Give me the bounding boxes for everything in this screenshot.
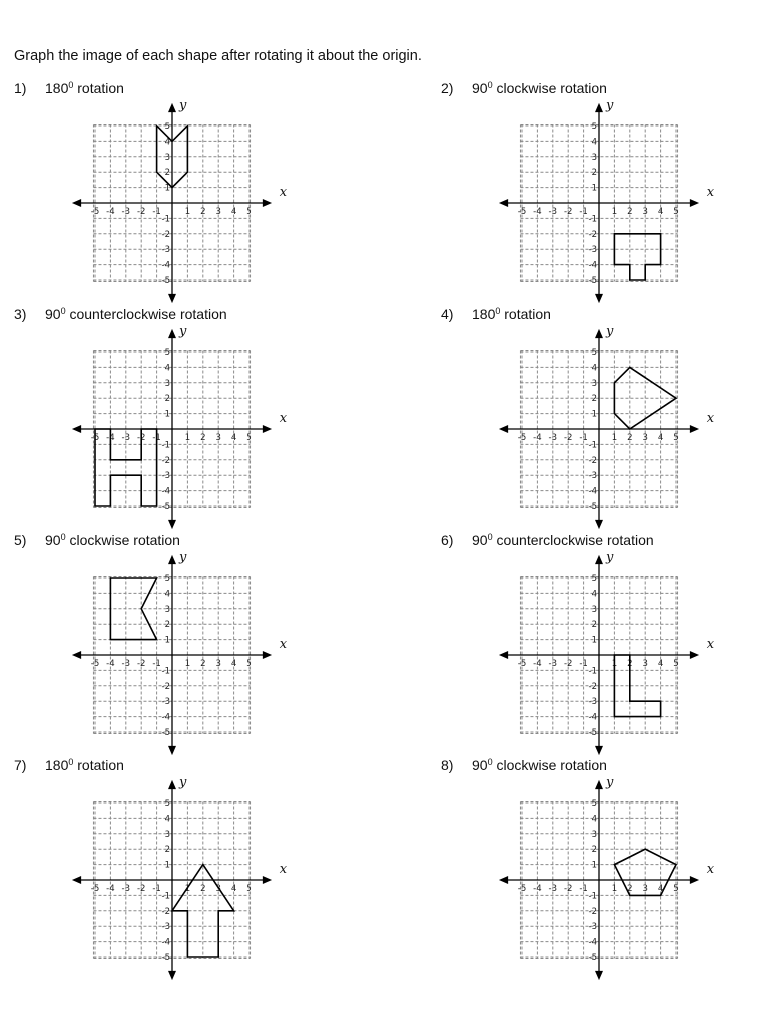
axis-arrow-icon <box>690 651 699 659</box>
x-tick-label: -1 <box>152 884 161 894</box>
x-tick-label: -5 <box>90 884 100 894</box>
y-tick-label: 5 <box>164 348 170 358</box>
y-tick-label: -3 <box>161 471 170 482</box>
x-tick-label: 1 <box>184 884 191 894</box>
axis-arrow-icon <box>499 199 508 207</box>
x-tick-label: 5 <box>673 433 679 443</box>
x-tick-label: 3 <box>642 659 648 669</box>
instructions: Graph the image of each shape after rotating it about the origin. <box>14 48 422 64</box>
axis-arrow-icon <box>499 651 508 659</box>
y-tick-label: 1 <box>164 635 170 646</box>
axis-arrow-icon <box>595 971 603 980</box>
x-tick-label: 1 <box>184 433 191 443</box>
y-tick-label: -5 <box>588 502 597 512</box>
y-tick-label: -4 <box>588 937 597 948</box>
x-tick-label: 3 <box>642 884 648 894</box>
x-tick-label: -5 <box>517 433 527 443</box>
x-axis-label: x <box>279 637 288 652</box>
degree-superscript: 0 <box>487 757 493 767</box>
y-tick-label: 2 <box>591 845 597 856</box>
x-tick-label: -5 <box>517 659 527 669</box>
y-tick-label: -3 <box>588 471 597 482</box>
y-tick-label: 4 <box>164 363 170 374</box>
x-tick-label: 3 <box>215 433 221 443</box>
y-tick-label: -1 <box>161 891 170 902</box>
y-axis-label: y <box>179 775 187 791</box>
degree-superscript: 0 <box>60 306 66 316</box>
x-axis-label: x <box>706 185 715 200</box>
x-tick-label: 2 <box>200 884 206 894</box>
problem-number: 4) <box>441 306 454 322</box>
x-tick-label: -2 <box>563 659 573 669</box>
axis-arrow-icon <box>72 651 81 659</box>
y-tick-label: 4 <box>591 363 597 374</box>
x-axis-label: x <box>706 637 715 652</box>
y-tick-label: -2 <box>161 229 170 240</box>
x-tick-label: 3 <box>642 207 648 217</box>
problem-number: 7) <box>14 757 27 773</box>
x-axis-label: x <box>706 411 715 426</box>
x-tick-label: -1 <box>579 433 588 443</box>
rotation-type: clockwise rotation <box>492 757 607 773</box>
axis-arrow-icon <box>72 425 81 433</box>
degree-superscript: 0 <box>487 532 493 542</box>
axis-arrow-icon <box>263 199 272 207</box>
coordinate-grid <box>441 80 768 305</box>
y-tick-label: 5 <box>591 574 597 584</box>
x-tick-label: -4 <box>533 207 542 217</box>
x-tick-label: -5 <box>90 207 100 217</box>
x-tick-label: 4 <box>657 433 664 443</box>
y-tick-label: 5 <box>164 574 170 584</box>
coordinate-grid <box>441 757 768 982</box>
x-axis-label: x <box>279 185 288 200</box>
coordinate-grid <box>14 757 344 982</box>
y-tick-label: 2 <box>591 168 597 179</box>
rotation-degrees: 180 <box>45 757 69 773</box>
y-axis-label: y <box>179 324 187 340</box>
x-tick-label: 2 <box>200 207 206 217</box>
rotation-degrees: 90 <box>472 532 488 548</box>
y-tick-label: 3 <box>164 152 170 163</box>
y-tick-label: -2 <box>588 906 597 917</box>
y-tick-label: 4 <box>591 589 597 600</box>
rotation-type: counterclockwise rotation <box>65 306 227 322</box>
axis-arrow-icon <box>595 329 603 338</box>
y-tick-label: -5 <box>161 953 170 963</box>
x-axis-label: x <box>279 411 288 426</box>
rotation-type: rotation <box>73 80 124 96</box>
x-tick-label: 2 <box>627 433 633 443</box>
axis-arrow-icon <box>72 876 81 884</box>
y-tick-label: 1 <box>591 409 597 420</box>
y-tick-label: 2 <box>164 168 170 179</box>
degree-superscript: 0 <box>60 532 66 542</box>
x-tick-label: -1 <box>579 659 588 669</box>
y-tick-label: -4 <box>161 712 170 723</box>
y-tick-label: -2 <box>161 681 170 692</box>
coordinate-grid <box>14 80 344 305</box>
y-tick-label: -1 <box>588 666 597 677</box>
problem-1 <box>14 80 344 300</box>
y-tick-label: 4 <box>164 814 170 825</box>
problem-6 <box>441 532 768 752</box>
y-tick-label: -4 <box>161 937 170 948</box>
coordinate-grid <box>441 306 768 531</box>
x-tick-label: 4 <box>230 884 237 894</box>
problem-4 <box>441 306 768 526</box>
y-tick-label: -3 <box>588 922 597 933</box>
y-tick-label: 2 <box>591 394 597 405</box>
y-tick-label: 5 <box>591 348 597 358</box>
x-tick-label: -4 <box>106 884 115 894</box>
axis-arrow-icon <box>72 199 81 207</box>
x-axis-label: x <box>279 862 288 877</box>
x-tick-label: -4 <box>533 659 542 669</box>
x-tick-label: -3 <box>548 884 558 894</box>
coordinate-grid <box>14 306 344 531</box>
x-tick-label: 5 <box>673 884 679 894</box>
y-tick-label: 1 <box>164 409 170 420</box>
x-tick-label: 5 <box>246 433 252 443</box>
degree-superscript: 0 <box>487 80 493 90</box>
y-tick-label: 4 <box>591 814 597 825</box>
axis-arrow-icon <box>168 780 176 789</box>
degree-superscript: 0 <box>495 306 501 316</box>
rotation-type: counterclockwise rotation <box>492 532 654 548</box>
rotation-type: rotation <box>73 757 124 773</box>
axis-arrow-icon <box>690 199 699 207</box>
problem-number: 1) <box>14 80 27 96</box>
x-tick-label: 1 <box>184 659 191 669</box>
axis-arrow-icon <box>168 520 176 529</box>
y-tick-label: 5 <box>164 799 170 809</box>
y-axis-label: y <box>606 550 614 566</box>
y-tick-label: -2 <box>588 229 597 240</box>
y-tick-label: -4 <box>588 712 597 723</box>
x-tick-label: 4 <box>657 884 664 894</box>
axis-arrow-icon <box>168 555 176 564</box>
y-tick-label: 3 <box>591 152 597 163</box>
problem-number: 5) <box>14 532 27 548</box>
y-tick-label: -1 <box>588 891 597 902</box>
x-tick-label: 4 <box>657 207 664 217</box>
x-tick-label: 3 <box>215 207 221 217</box>
axis-arrow-icon <box>595 746 603 755</box>
axis-arrow-icon <box>168 971 176 980</box>
problem-number: 3) <box>14 306 27 322</box>
y-axis-label: y <box>606 324 614 340</box>
x-tick-label: -3 <box>121 207 131 217</box>
x-tick-label: -3 <box>121 659 131 669</box>
rotation-degrees: 90 <box>472 757 488 773</box>
rotation-type: clockwise rotation <box>492 80 607 96</box>
x-tick-label: 1 <box>611 659 618 669</box>
x-tick-label: 5 <box>246 884 252 894</box>
x-tick-label: 1 <box>611 207 618 217</box>
y-tick-label: 2 <box>164 394 170 405</box>
y-tick-label: 4 <box>164 137 170 148</box>
axis-arrow-icon <box>595 780 603 789</box>
y-tick-label: -5 <box>588 953 597 963</box>
x-tick-label: -1 <box>152 659 161 669</box>
x-tick-label: -1 <box>152 207 161 217</box>
x-tick-label: -4 <box>106 207 115 217</box>
coordinate-grid <box>441 532 768 757</box>
x-tick-label: 3 <box>215 659 221 669</box>
y-axis-label: y <box>606 775 614 791</box>
problem-5 <box>14 532 344 752</box>
x-axis-label: x <box>706 862 715 877</box>
y-axis-label: y <box>179 98 187 114</box>
y-tick-label: -1 <box>588 214 597 225</box>
x-tick-label: -4 <box>106 433 115 443</box>
x-tick-label: -1 <box>152 433 161 443</box>
y-tick-label: -5 <box>161 276 170 286</box>
axis-arrow-icon <box>595 520 603 529</box>
y-tick-label: -1 <box>161 440 170 451</box>
rotation-degrees: 90 <box>472 80 488 96</box>
x-tick-label: -2 <box>136 207 146 217</box>
y-tick-label: 1 <box>591 860 597 871</box>
x-tick-label: -3 <box>548 433 558 443</box>
y-tick-label: 2 <box>591 620 597 631</box>
y-tick-label: -1 <box>588 440 597 451</box>
x-tick-label: -3 <box>548 207 558 217</box>
x-tick-label: -5 <box>517 207 527 217</box>
x-tick-label: -5 <box>90 433 100 443</box>
problem-number: 2) <box>441 80 454 96</box>
x-tick-label: -5 <box>90 659 100 669</box>
x-tick-label: -3 <box>121 433 131 443</box>
x-tick-label: 1 <box>184 207 191 217</box>
rotation-degrees: 90 <box>45 532 61 548</box>
x-tick-label: -2 <box>136 659 146 669</box>
x-tick-label: 3 <box>215 884 221 894</box>
y-tick-label: 3 <box>164 829 170 840</box>
y-tick-label: 1 <box>591 183 597 194</box>
y-tick-label: -2 <box>588 455 597 466</box>
x-tick-label: 2 <box>627 659 633 669</box>
y-tick-label: 5 <box>591 799 597 809</box>
x-tick-label: 5 <box>246 207 252 217</box>
axis-arrow-icon <box>499 425 508 433</box>
x-tick-label: 5 <box>673 659 679 669</box>
axis-arrow-icon <box>263 425 272 433</box>
x-tick-label: -4 <box>533 433 542 443</box>
y-axis-label: y <box>179 550 187 566</box>
y-tick-label: -2 <box>161 455 170 466</box>
rotation-degrees: 180 <box>45 80 69 96</box>
y-tick-label: 3 <box>164 604 170 615</box>
y-tick-label: -3 <box>588 245 597 256</box>
y-tick-label: -1 <box>161 214 170 225</box>
y-tick-label: 3 <box>591 378 597 389</box>
axis-arrow-icon <box>168 294 176 303</box>
axis-arrow-icon <box>499 876 508 884</box>
x-tick-label: 2 <box>627 884 633 894</box>
y-tick-label: -4 <box>161 486 170 497</box>
y-tick-label: 1 <box>164 860 170 871</box>
y-axis-label: y <box>606 98 614 114</box>
coordinate-grid <box>14 532 344 757</box>
y-tick-label: 4 <box>591 137 597 148</box>
degree-superscript: 0 <box>68 80 74 90</box>
rotation-degrees: 180 <box>472 306 496 322</box>
y-tick-label: -3 <box>588 697 597 708</box>
axis-arrow-icon <box>595 103 603 112</box>
rotation-type: clockwise rotation <box>65 532 180 548</box>
problem-7 <box>14 757 344 977</box>
problem-2 <box>441 80 768 300</box>
y-tick-label: -3 <box>161 245 170 256</box>
y-tick-label: -4 <box>588 260 597 271</box>
axis-arrow-icon <box>168 329 176 338</box>
axis-arrow-icon <box>595 555 603 564</box>
axis-arrow-icon <box>690 425 699 433</box>
x-tick-label: 5 <box>246 659 252 669</box>
x-tick-label: 3 <box>642 433 648 443</box>
problem-8 <box>441 757 768 977</box>
problem-number: 8) <box>441 757 454 773</box>
x-tick-label: 1 <box>611 433 618 443</box>
x-tick-label: -5 <box>517 884 527 894</box>
y-tick-label: 3 <box>591 829 597 840</box>
x-tick-label: -1 <box>579 207 588 217</box>
axis-arrow-icon <box>263 876 272 884</box>
y-tick-label: 3 <box>164 378 170 389</box>
rotation-type: rotation <box>500 306 551 322</box>
degree-superscript: 0 <box>68 757 74 767</box>
y-tick-label: -5 <box>588 728 597 738</box>
x-tick-label: -2 <box>563 433 573 443</box>
x-tick-label: -3 <box>548 659 558 669</box>
y-tick-label: -5 <box>161 502 170 512</box>
x-tick-label: 2 <box>627 207 633 217</box>
y-tick-label: -2 <box>588 681 597 692</box>
x-tick-label: 4 <box>230 207 237 217</box>
x-tick-label: 4 <box>657 659 664 669</box>
rotation-degrees: 90 <box>45 306 61 322</box>
x-tick-label: 4 <box>230 659 237 669</box>
axis-arrow-icon <box>168 103 176 112</box>
x-tick-label: -2 <box>563 884 573 894</box>
x-tick-label: 5 <box>673 207 679 217</box>
y-tick-label: 1 <box>164 183 170 194</box>
axis-arrow-icon <box>263 651 272 659</box>
y-tick-label: -5 <box>161 728 170 738</box>
y-tick-label: -5 <box>588 276 597 286</box>
axis-arrow-icon <box>690 876 699 884</box>
x-tick-label: -2 <box>136 433 146 443</box>
x-tick-label: -1 <box>579 884 588 894</box>
x-tick-label: -4 <box>533 884 542 894</box>
x-tick-label: 2 <box>200 659 206 669</box>
y-tick-label: -1 <box>161 666 170 677</box>
x-tick-label: 4 <box>230 433 237 443</box>
y-tick-label: 2 <box>164 620 170 631</box>
y-tick-label: -4 <box>161 260 170 271</box>
y-tick-label: 1 <box>591 635 597 646</box>
axis-arrow-icon <box>595 294 603 303</box>
axis-arrow-icon <box>168 746 176 755</box>
y-tick-label: 5 <box>164 122 170 132</box>
x-tick-label: 1 <box>611 884 618 894</box>
y-tick-label: -2 <box>161 906 170 917</box>
y-tick-label: -3 <box>161 697 170 708</box>
y-tick-label: 5 <box>591 122 597 132</box>
x-tick-label: -4 <box>106 659 115 669</box>
x-tick-label: -2 <box>563 207 573 217</box>
shape-polygon <box>614 234 660 280</box>
problem-3 <box>14 306 344 526</box>
problem-number: 6) <box>441 532 454 548</box>
y-tick-label: 3 <box>591 604 597 615</box>
x-tick-label: 2 <box>200 433 206 443</box>
x-tick-label: -3 <box>121 884 131 894</box>
y-tick-label: -3 <box>161 922 170 933</box>
y-tick-label: 2 <box>164 845 170 856</box>
x-tick-label: -2 <box>136 884 146 894</box>
y-tick-label: -4 <box>588 486 597 497</box>
y-tick-label: 4 <box>164 589 170 600</box>
